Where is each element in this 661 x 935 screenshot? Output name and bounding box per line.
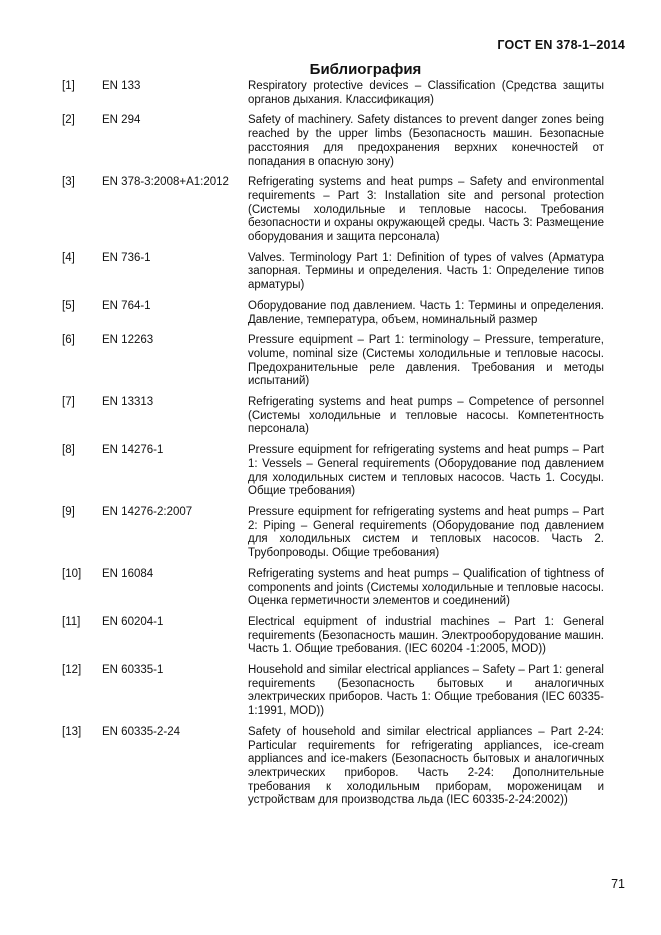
entry-standard-code: EN 14276-1 (102, 444, 164, 457)
entry-number: [9] (62, 505, 75, 518)
entry-number: [8] (62, 444, 75, 457)
standard-header: ГОСТ EN 378-1–2014 (497, 38, 625, 52)
entry-description: Pressure equipment for refrigerating systems and heat pumps – Part 2: Piping – General requirements (Оборудование под давлением для холодильных систем и тепловых насосов. Часть 2. Трубопроводы. Общие требования) (248, 505, 604, 560)
bibliography-entry (0, 80, 661, 107)
bibliography-entry (0, 114, 661, 169)
entry-standard-code: EN 60335-1 (102, 664, 164, 677)
entry-description: Pressure equipment for refrigerating systems and heat pumps – Part 1: Vessels – General requirements (Оборудование под давлением для холодильных систем и тепловых насосов. Часть 1. Сосуды. Общие требования) (248, 444, 604, 498)
entry-number: [6] (62, 334, 75, 347)
entry-description: Electrical equipment of industrial machines – Part 1: General requirements (Безопасность машин. Электрооборудование машин. Часть 1. Общие требования. (IEC 60204 -1:2005, MOD)) (248, 615, 604, 656)
entry-number: [13] (62, 725, 82, 738)
entry-standard-code: EN 294 (102, 114, 141, 127)
entry-description: Оборудование под давлением. Часть 1: Термины и определения. Давление, температура, объем, номинальный размер (248, 299, 604, 326)
entry-description: Refrigerating systems and heat pumps – Safety and environmental requirements – Part 3: Installation site and personal protection (Системы холодильные и тепловые насосы. Требования безопасности и охраны окружающей среды. Часть 3: Размещение оборудования и защита персонала) (248, 176, 604, 244)
entry-standard-code: EN 16084 (102, 567, 154, 580)
entry-number: [11] (62, 615, 81, 628)
entry-number: [7] (62, 396, 75, 409)
entry-description: Respiratory protective devices – Classification (Средства защиты органов дыхания. Классификация) (248, 80, 604, 106)
entry-description: Pressure equipment – Part 1: terminology – Pressure, temperature, volume, nominal size (Системы холодильные и тепловые насосы. Предохранительные реле давления. Требования и методы испытаний) (248, 334, 604, 388)
entry-number: [1] (62, 80, 75, 92)
entry-standard-code: EN 60204-1 (102, 615, 164, 628)
entry-standard-code: EN 378-3:2008+A1:2012 (102, 176, 229, 189)
bibliography-entry (0, 396, 661, 437)
entry-standard-code: EN 13313 (102, 396, 154, 409)
entry-number: [10] (62, 567, 82, 580)
entry-description: Safety of machinery. Safety distances to prevent danger zones being reached by the upper limbs (Безопасность машин. Безопасные расстояния для предохранения верхних конечностей от попадания в опасную зону) (248, 114, 604, 168)
bibliography-list (0, 80, 661, 815)
entry-description: Refrigerating systems and heat pumps – Competence of personnel (Системы холодильные и тепловые насосы. Компетентность персонала) (248, 396, 604, 436)
bibliography-entry (0, 444, 661, 499)
entry-number: [12] (62, 664, 82, 677)
page-number: 71 (611, 877, 625, 891)
entry-description: Refrigerating systems and heat pumps – Qualification of tightness of components and joints (Системы холодильные и тепловые насосы. Оценка герметичности элементов и соединений) (248, 567, 604, 608)
bibliography-entry (0, 176, 661, 245)
entry-description: Household and similar electrical appliances – Safety – Part 1: general requirements (Безопасность бытовых и аналогичных электрических приборов. Часть 1: Общие требования (IEC 60335-1:1991, MOD)) (248, 664, 604, 718)
bibliography-entry (0, 300, 661, 327)
bibliography-entry (0, 664, 661, 719)
entry-standard-code: EN 14276-2:2007 (102, 505, 193, 518)
entry-description: Safety of household and similar electrical appliances – Part 2-24: Particular requirements for refrigerating appliances, ice-cream appliances and ice-makers (Безопасность бытовых и аналогичных электрических приборов. Часть 2-24: Дополнительные требования к холодильным приборам, мороженицам и устройствам для производства льда (IEC 60335-2-24:2002)) (248, 725, 604, 807)
page-title: Библиография (309, 61, 422, 78)
entry-standard-code: EN 12263 (102, 334, 154, 347)
entry-number: [3] (62, 176, 75, 189)
bibliography-entry (0, 616, 661, 657)
entry-standard-code: EN 60335-2-24 (102, 725, 180, 738)
bibliography-entry (0, 568, 661, 609)
bibliography-entry (0, 252, 661, 293)
bibliography-entry (0, 506, 661, 561)
entry-number: [2] (62, 114, 75, 127)
entry-standard-code: EN 736-1 (102, 251, 151, 264)
entry-standard-code: EN 133 (102, 80, 141, 92)
entry-standard-code: EN 764-1 (102, 299, 151, 312)
entry-number: [5] (62, 299, 75, 312)
entry-number: [4] (62, 251, 75, 264)
bibliography-entry (0, 726, 661, 808)
bibliography-entry (0, 334, 661, 389)
entry-description: Valves. Terminology Part 1: Definition of types of valves (Арматура запорная. Термины и определения. Часть 1: Определение типов арматуры) (248, 251, 604, 292)
